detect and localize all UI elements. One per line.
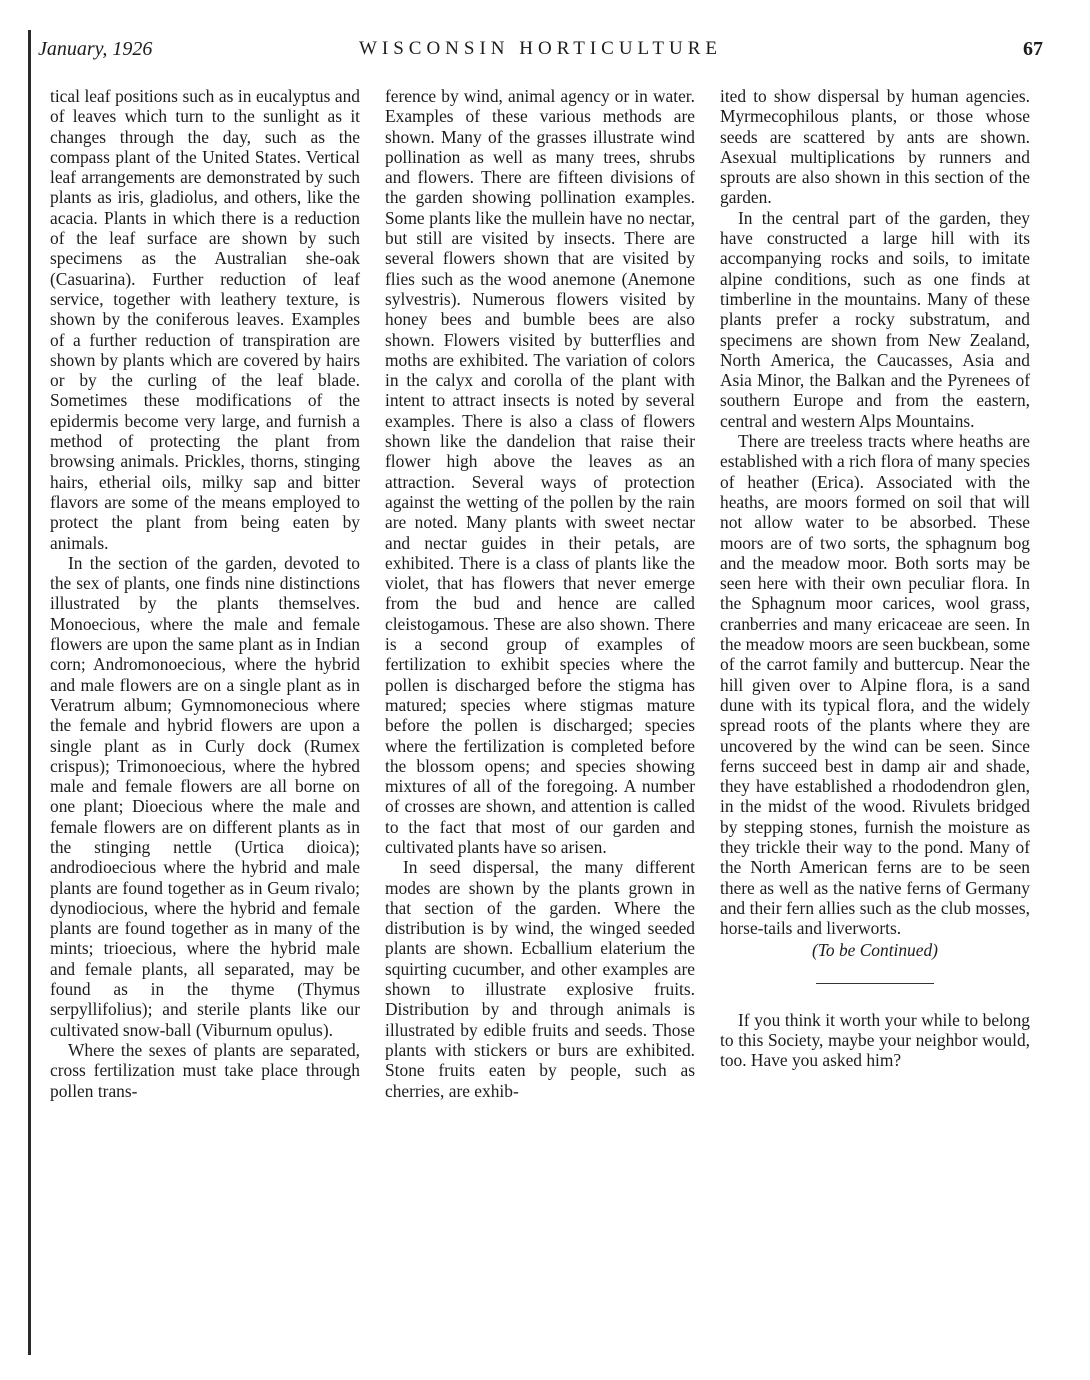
paragraph: ited to show dispersal by human agencies. Myrmecophilous plants, or those whose seeds are scattered by ants are shown. Asexual multiplications by runners and sprouts are also shown in this section of the garden.	[720, 86, 1030, 208]
paragraph: In seed dispersal, the many different modes are shown by the plants grown in that section of the garden. Where the distribution is by wind, the winged seeded plants are shown. Ecballium elaterium the squirting cucumber, and other examples are shown to illustrate explosive fruits. Distribution by and through animals is illustrated by edible fruits and seeds. Those plants with stickers or burs are exhibited. Stone fruits eaten by people, such as cherries, are exhib-	[385, 857, 695, 1101]
paragraph: In the section of the garden, devoted to the sex of plants, one finds nine distinctions illustrated by the plants themselves. Monoecious, where the male and female flowers are upon the same plant as in Indian corn; Andromonoecious, where the hybrid and male flowers are on a single plant as in Veratrum album; Gymnomonecious where the female and hybrid flowers are upon a single plant as in Curly dock (Rumex crispus); Trimonoecious, where the hybred male and female flowers are all borne on one plant; Dioecious where the male and female flowers are on different plants as in the stinging nettle (Urtica dioica); androdioecious where the hybrid and male plants are found together as in Geum rivalo; dynodiocious, where the hybrid and female plants are found together as in many of the mints; trioecious, where the hybrid male and female plants, all separated, may be found as in the thyme (Thymus serpyllifolius); and sterile plants like our cultivated snow-ball (Viburnum opulus).	[50, 552, 360, 1040]
paragraph: ference by wind, animal agency or in water. Examples of these various methods are shown. Many of the grasses illustrate wind pollination as well as many trees, shrubs and flowers. There are fifteen divisions of the garden showing pollination examples. Some plants like the mullein have no nectar, but still are visited by insects. There are several flowers shown that are visited by flies such as the wood anemone (Anemone sylvestris). Numerous flowers visited by honey bees and bumble bees are also shown. Flowers visited by butterflies and moths are exhibited. The variation of colors in the calyx and corolla of the plant with intent to attract insects is noted by several examples. There is also a class of flowers shown like the dandelion that raise their flower high above the leaves as an attraction. Several ways of protection against the wetting of the pollen by the rain are noted. Many plants with sweet nectar and nectar guides in their petals, are exhibited. There is a class of plants like the violet, that has flowers that never emerge from the bud and hence are called cleistogamous. These are also shown. There is a second group of examples of fertilization to exhibit species where the pollen is discharged before the stigma has matured; species where stigmas mature before the pollen is discharged; species where the fertilization is completed before the blossom opens; and species showing mixtures of all of the foregoing. A number of crosses are shown, and attention is called to the fact that most of our garden and cultivated plants have so arisen.	[385, 86, 695, 857]
membership-note: If you think it worth your while to belong to this Society, maybe your neighbor would, too. Have you asked him?	[720, 1009, 1030, 1071]
paragraph: In the central part of the garden, they have constructed a large hill with its accompanying rocks and soils, to imitate alpine conditions, such as one finds at timberline in the mountains. Many of these plants prefer a rocky substratum, and specimens are shown from New Zealand, North America, the Caucasses, Asia and Asia Minor, the Balkan and the Pyrenees of southern Europe and from the eastern, central and western Alps Mountains.	[720, 207, 1030, 431]
column-3	[720, 86, 1030, 1071]
running-header	[38, 38, 1043, 70]
paragraph: There are treeless tracts where heaths are established with a rich flora of many species of heather (Erica). Associated with the heaths, are moors formed on soil that will not allow water to be absorbed. These moors are of two sorts, the sphagnum bog and the meadow moor. Both sorts may be seen here with their own peculiar flora. In the Sphagnum moor carices, wool grass, cranberries and many ericaceae are seen. In the meadow moors are seen buckbean, some of the carrot family and buttercup. Near the hill given over to Alpine flora, is a sand dune with its typical flora, and the widely spread roots of the plants where they are uncovered by the wind can be seen. Since ferns succeed best in damp air and shade, they have established a rhododendron glen, in the midst of the wood. Rivulets bridged by stepping stones, furnish the moisture as they trickle their way to the pond. Many of the North American ferns are to be seen there as well as the native ferns of Germany and their fern allies such as the club mosses, horse-tails and liverworts.	[720, 431, 1030, 939]
paragraph: Where the sexes of plants are separated, cross fertilization must take place through pollen trans-	[50, 1039, 360, 1101]
column-2	[385, 86, 695, 1101]
to-be-continued: (To be Continued)	[812, 940, 938, 961]
section-divider	[816, 983, 934, 984]
issue-date: January, 1926	[38, 38, 153, 60]
margin-rule	[28, 30, 31, 1355]
column-1	[50, 86, 360, 1101]
journal-title: WISCONSIN HORTICULTURE	[358, 38, 723, 59]
paragraph: tical leaf positions such as in eucalyptus and of leaves which turn to the sunlight as it changes through the day, such as the compass plant of the United States. Vertical leaf arrangements are demonstrated by such plants as iris, gladiolus, and others, like the acacia. Plants in which there is a reduction of the leaf surface are shown by such specimens as the Australian she-oak (Casuarina). Further reduction of leaf service, together with leathery texture, is shown by the coniferous leaves. Examples of a further reduction of transpiration are shown by plants which are covered by hairs or by the curling of the leaf blade. Sometimes these modifications of the epidermis become very large, and furnish a method of protecting the plant from browsing animals. Prickles, thorns, stinging hairs, etherial oils, milky sap and bitter flavors are some of the means employed to protect the plant from being eaten by animals.	[50, 86, 360, 553]
page-number: 67	[1023, 38, 1043, 60]
